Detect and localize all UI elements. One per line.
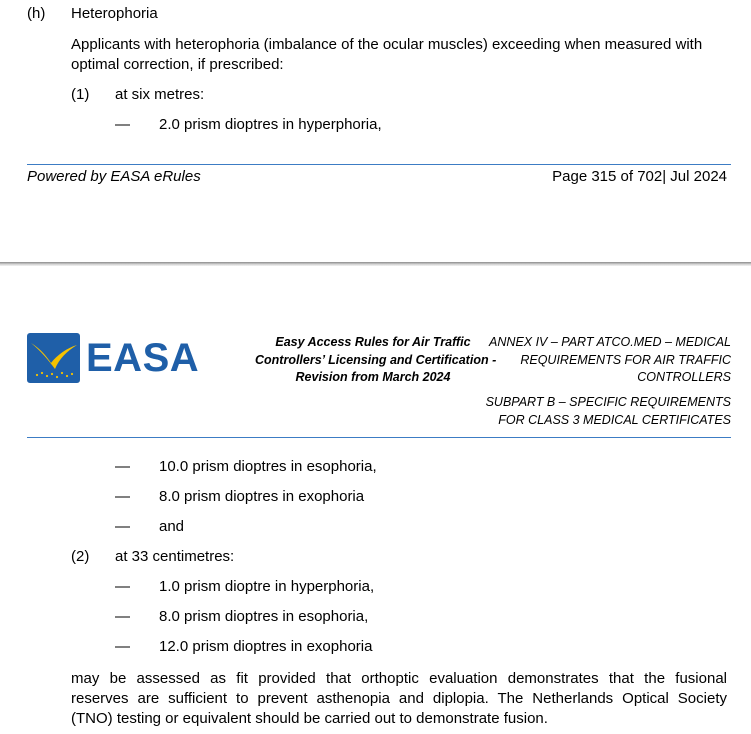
intro-line-2: optimal correction, if prescribed: [71, 56, 284, 73]
easa-logo-text: EASA [86, 336, 200, 380]
sub-item-label-1: (1) [71, 86, 90, 103]
closing-paragraph [71, 669, 727, 729]
annex-title [489, 334, 731, 387]
closing-line: may be assessed as fit provided that orthoptic evaluation demonstrates that the fusional [71, 670, 727, 687]
document-title-line: Revision from March 2024 [295, 370, 451, 384]
footer-powered-by: Powered by EASA eRules [27, 168, 201, 185]
bullet-text: 8.0 prism dioptres in exophoria [159, 488, 365, 505]
bullet-dash: — [115, 488, 130, 505]
bullet-text: and [159, 518, 185, 535]
page-separator [0, 262, 751, 266]
bullet-text: 10.0 prism dioptres in esophoria, [159, 458, 377, 475]
document-title-line: Controllers’ Licensing and Certification - [255, 352, 497, 367]
intro-line-1: Applicants with heterophoria (imbalance of the ocular muscles) exceeding when measured with [71, 36, 703, 53]
bullet-text: 12.0 prism dioptres in exophoria [159, 638, 373, 655]
bullet-dash: — [115, 638, 130, 655]
bullet-text: 1.0 prism dioptre in hyperphoria, [159, 578, 375, 595]
footer-page-number: Page 315 of 702| Jul 2024 [552, 168, 727, 185]
sub-item-text-1: at six metres: [115, 86, 205, 103]
easa-logo-mark [27, 333, 80, 383]
bullet-dash: — [115, 578, 130, 595]
subpart-title-line: SUBPART B – SPECIFIC REQUIREMENTS [485, 395, 731, 409]
item-label-h: (h) [27, 5, 46, 22]
header-rule [27, 437, 731, 438]
bullet-dash: — [115, 458, 130, 475]
annex-title-line: CONTROLLERS [637, 370, 731, 384]
bullet-text: 8.0 prism dioptres in esophoria, [159, 608, 369, 625]
footer-rule [27, 164, 731, 165]
section-heading: Heterophoria [71, 5, 158, 22]
annex-title-line: REQUIREMENTS FOR AIR TRAFFIC [520, 352, 731, 367]
sub-item-label-2: (2) [71, 548, 90, 565]
closing-line: reserves are sufficient to prevent asthenopia and diplopia. The Netherlands Optical Society [71, 690, 727, 707]
annex-title-line: ANNEX IV – PART ATCO.MED – MEDICAL [489, 335, 731, 349]
document-title [255, 334, 497, 387]
subpart-title-line: FOR CLASS 3 MEDICAL CERTIFICATES [498, 412, 731, 427]
sub-item-text-2: at 33 centimetres: [115, 548, 235, 565]
bullet-dash: — [115, 608, 130, 625]
closing-line: (TNO) testing or equivalent should be carried out to demonstrate fusion. [71, 710, 548, 727]
bullet-dash: — [115, 116, 130, 133]
subpart-title [486, 394, 731, 429]
bullet-text: 2.0 prism dioptres in hyperphoria, [159, 116, 382, 133]
bullet-dash: — [115, 518, 130, 535]
document-title-line: Easy Access Rules for Air Traffic [275, 335, 471, 349]
bird-icon [27, 333, 80, 383]
